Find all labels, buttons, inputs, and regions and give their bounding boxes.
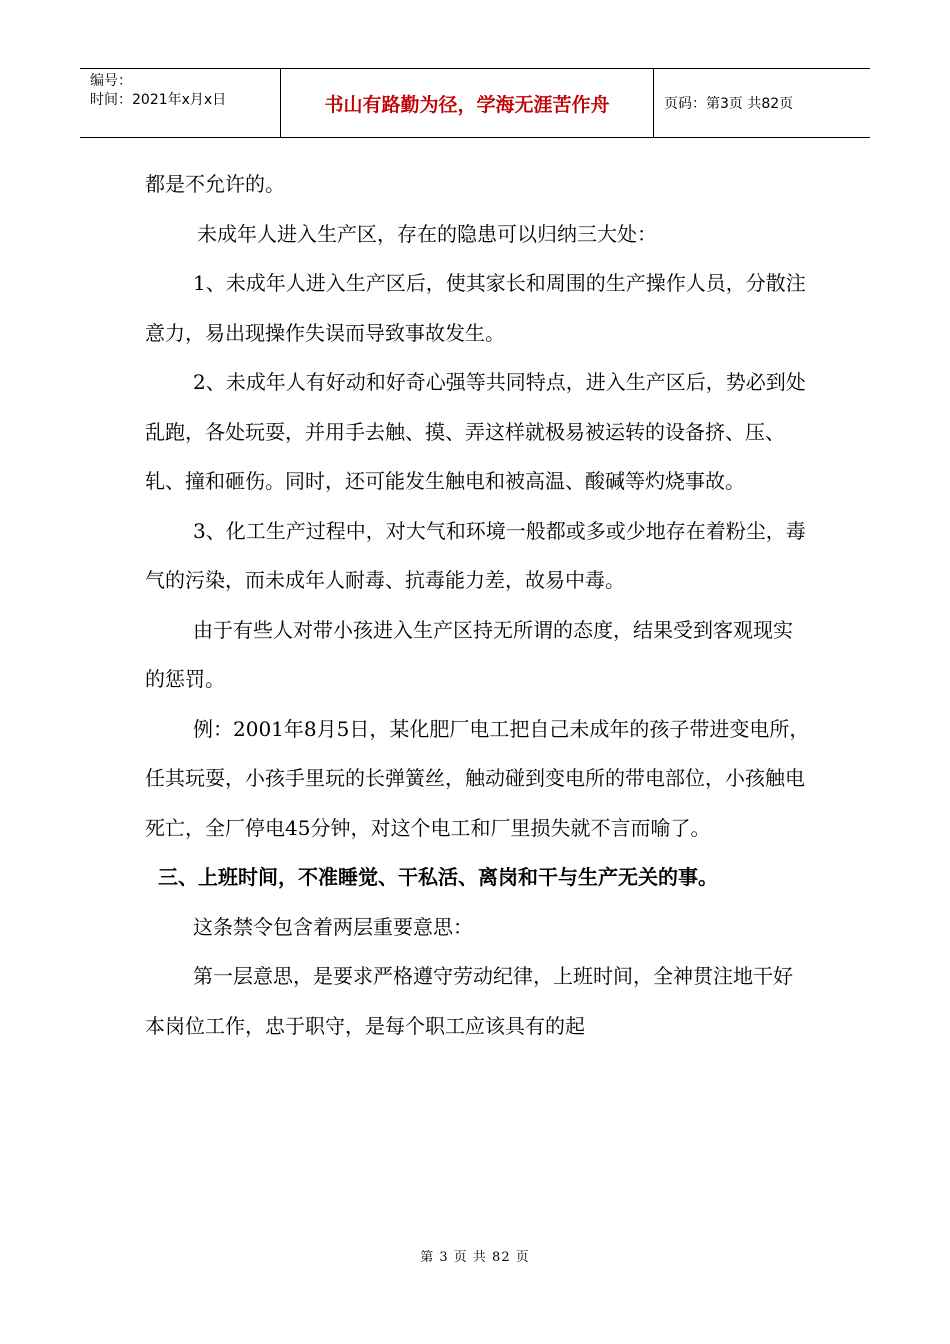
paragraph: 未成年人进入生产区，存在的隐患可以归纳三大处： <box>197 221 657 246</box>
paragraph: 这条禁令包含着两层重要意思： <box>193 914 473 939</box>
page-header <box>80 68 870 138</box>
document-number-label: 编号： <box>90 73 132 89</box>
page-footer: 第 3 页 共 82 页 <box>420 1250 530 1265</box>
paragraph: 1、未成年人进入生产区后，使其家长和周围的生产操作人员，分散注意力，易出现操作失误而导致事故发生。 <box>145 271 806 345</box>
paragraph: 第一层意思，是要求严格遵守劳动纪律，上班时间，全神贯注地干好本岗位工作，忠于职守，是每个职工应该具有的起 <box>145 964 793 1038</box>
paragraph: 3、化工生产过程中，对大气和环境一般都或多或少地存在着粉尘，毒气的污染，而未成年人耐毒、抗毒能力差，故易中毒。 <box>145 518 806 592</box>
document-date: 时间：2021年x月x日 <box>90 92 227 108</box>
paragraph: 2、未成年人有好动和好奇心强等共同特点，进入生产区后，势必到处乱跑，各处玩耍，并用手去触、摸、弄这样就极易被运转的设备挤、压、轧、撞和砸伤。同时，还可能发生触电和被高温、酸碱等灼烧事故。 <box>145 370 806 493</box>
header-page-info: 页码：第3页 共82页 <box>664 96 794 112</box>
header-motto: 书山有路勤为径，学海无涯苦作舟 <box>281 69 654 137</box>
paragraph: 例：2001年8月5日，某化肥厂电工把自己未成年的孩子带进变电所，任其玩耍，小孩手里玩的长弹簧丝，触动碰到变电所的带电部位，小孩触电死亡，全厂停电45分钟，对这个电工和厂里损失就不言而喻了。 <box>145 716 810 840</box>
document-body <box>145 160 810 1051</box>
section-heading: 三、上班时间，不准睡觉、干私活、离岗和干与生产无关的事。 <box>158 865 718 889</box>
header-meta <box>80 69 281 137</box>
paragraph: 都是不允许的。 <box>145 172 285 196</box>
paragraph: 由于有些人对带小孩进入生产区持无所谓的态度，结果受到客观现实的惩罚。 <box>145 617 793 691</box>
